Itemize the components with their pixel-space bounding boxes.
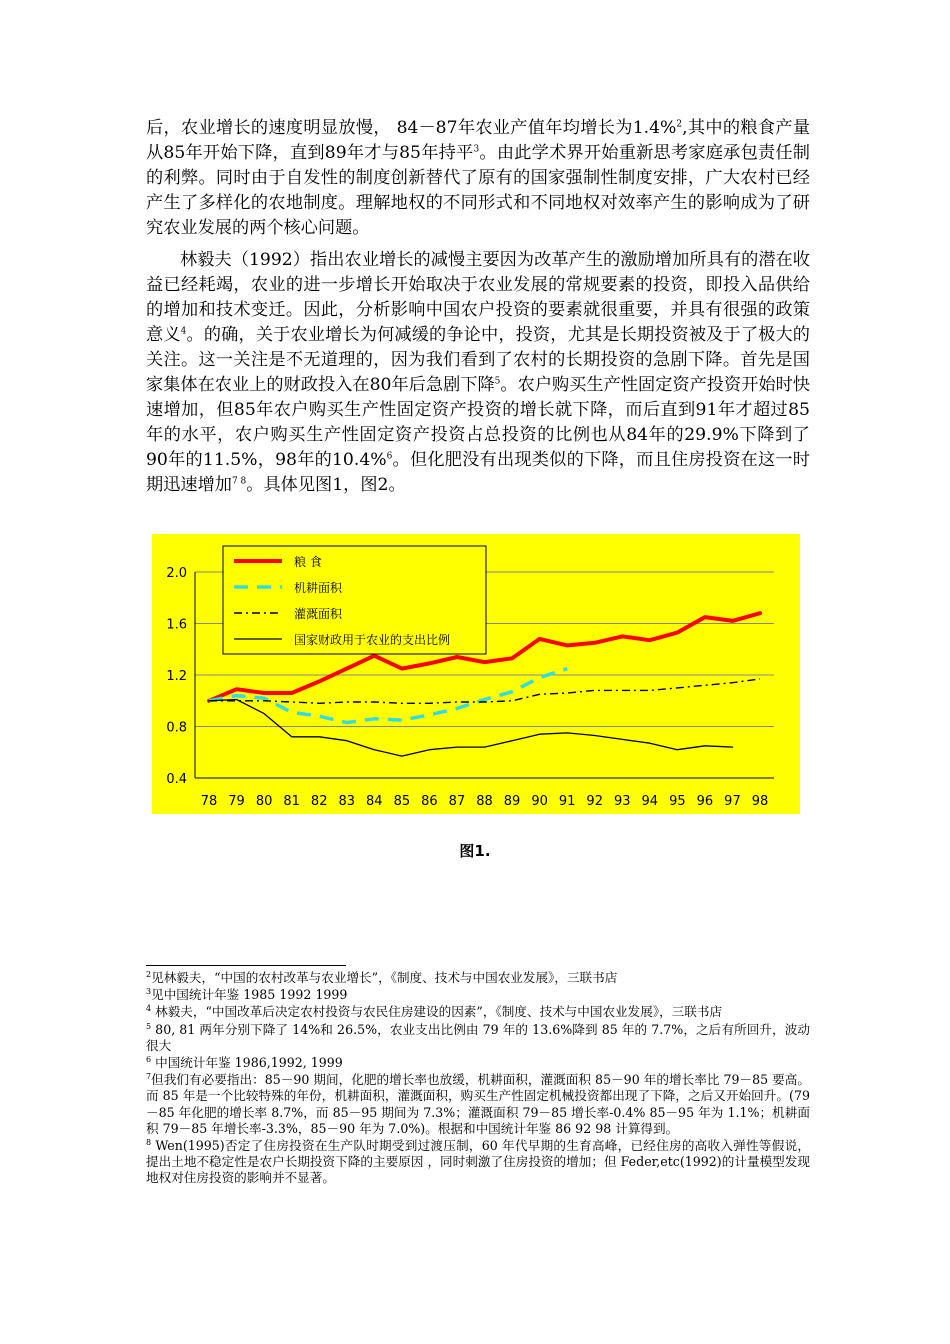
footnote-number: 5: [146, 1021, 152, 1031]
footnote-8: [146, 1138, 810, 1187]
x-tick-label: 84: [366, 794, 383, 809]
footnote-text: 林毅夫，“中国改革后决定农村投资与农民住房建设的因素”，《制度、技术与中国农业发展》，三联书店: [151, 1004, 723, 1020]
x-tick-label: 92: [586, 794, 603, 809]
footnote-text: Wen(1995)否定了住房投资在生产队时期受到过渡压制，60 年代早期的生育高峰，已经住房的高收入弹性等假说，提出土地不稳定性是农户长期投资下降的主要原因 ，同时刺激了住房投资的增加；但 Feder,etc(1992)的计量模型发现地权对住房投资的影响并不显著。: [146, 1138, 810, 1186]
footnotes: [146, 970, 810, 1188]
footnote-3: [146, 987, 810, 1003]
footnote-2: [146, 970, 810, 986]
x-tick-label: 89: [503, 794, 521, 809]
footnote-number: 8: [146, 1137, 152, 1147]
x-tick-label: 97: [724, 794, 741, 809]
legend-label-1: 粮 食: [294, 555, 322, 569]
legend-label-4: 国家财政用于农业的支出比例: [294, 633, 451, 647]
footnote-text: 中国统计年鉴 1986,1992, 1999: [151, 1055, 343, 1071]
footnote-divider: [146, 965, 346, 966]
x-tick-label: 85: [393, 794, 411, 809]
footnote-number: 7: [146, 1072, 152, 1082]
y-tick-label: 0.8: [166, 720, 187, 736]
footnote-ref-2[interactable]: 2: [676, 119, 683, 130]
footnote-ref-7-8[interactable]: 7 8: [231, 476, 247, 487]
x-tick-label: 98: [751, 794, 769, 809]
footnote-5: [146, 1022, 810, 1054]
footnote-text: 80, 81 两年分别下降了 14%和 26.5%，农业支出比例由 79 年的 13.6%降到 85 年的 7.7%，之后有所回升，波动很大: [146, 1021, 810, 1053]
footnote-number: 4: [146, 1004, 152, 1014]
footnote-number: 2: [146, 969, 152, 979]
footnote-ref-3[interactable]: 3: [473, 144, 480, 155]
footnote-4: [146, 1004, 810, 1020]
x-tick-label: 86: [421, 794, 438, 809]
x-tick-label: 91: [558, 794, 576, 809]
legend: [223, 546, 486, 654]
x-tick-label: 93: [613, 794, 631, 809]
footnote-text: 但我们有必要指出：85－90 期间，化肥的增长率也放缓，机耕面积，灌溉面积 85－90 年的增长率比 79－85 要高。而 85 年是一个比较特殊的年份，机耕面积，灌溉面积，购买生产性固定机械投资都出现了下降，之后又开始回升。(79－85 年化肥的增长率 8.7%，而 85－95 期间为 7.3%；灌溉面积 79－85 增长率-0.4% 85－95 年为 1.1%；机耕面积 79－85 年增长率-3.3%，85－90 年为 7.0%)。根据和中国统计年鉴 86 92 98 计算得到。: [146, 1072, 810, 1136]
x-tick-label: 96: [696, 794, 714, 809]
figure-1-chart: [152, 534, 800, 814]
footnote-ref-6[interactable]: 6: [386, 451, 393, 462]
footnote-6: [146, 1055, 810, 1071]
y-tick-label: 1.2: [166, 669, 187, 684]
x-tick-label: 87: [448, 794, 466, 809]
x-tick-label: 88: [476, 794, 493, 809]
legend-label-3: 灌溉面积: [294, 607, 343, 621]
line-chart: [152, 534, 800, 814]
x-tick-label: 80: [255, 794, 273, 809]
paragraph-2: 林毅夫（1992）指出农业增长的减慢主要因为改革产生的激励增加所具有的潜在收益已经耗竭，农业的进一步增长开始取决于农业发展的常规要素的投资，即投入品供给的增加和技术变迁。因此，分析影响中国农户投资的要素就很重要，并具有很强的政策意义$^4$。的确，关于农业增长为何减缓的争论中，投资，尤其是长期投资被及于了极大的关注。这一关注是不无道理的，因为我们看到了农村的长期投资的急剧下降。首先是国家集体在农业上的财政投入在80年后急剧下降$^5$。农户购买生产性固定资产投资开始时快速增加，但85年农户购买生产性固定资产投资的增长就下降，而后直到91年才超过85年的水平，农户购买生产性固定资产投资占总投资的比例也从84年的29.9%下降到了90年的11.5%，98年的10.4%$^6$。但化肥没有出现类似的下降，而且住房投资在这一时期迅速增加$^{7 8}$。具体见图1，图2。: [146, 250, 810, 495]
y-tick-label: 1.6: [166, 617, 187, 633]
footnote-number: 3: [146, 987, 152, 997]
x-tick-label: 90: [531, 794, 548, 809]
y-tick-label: 2.0: [166, 566, 187, 581]
x-tick-label: 79: [228, 794, 245, 809]
legend-label-2: 机耕面积: [294, 581, 343, 595]
footnote-7: [146, 1072, 810, 1137]
x-tick-label: 83: [338, 794, 356, 809]
figure-caption: 图1.: [459, 842, 491, 860]
footnote-ref-5[interactable]: 5: [494, 376, 501, 387]
x-tick-label: 78: [200, 794, 218, 809]
x-tick-label: 81: [283, 794, 300, 809]
footnote-text: 见中国统计年鉴 1985 1992 1999: [151, 987, 348, 1003]
y-tick-label: 0.4: [166, 772, 187, 787]
x-tick-label: 94: [641, 794, 659, 809]
x-tick-label: 95: [669, 794, 686, 809]
x-tick-label: 82: [310, 794, 328, 809]
paragraph-1: 后，农业增长的速度明显放慢， 84－87年农业产值年均增长为1.4%$^2$,其中的粮食产量从85年开始下降，直到89年才与85年持平$^3$。由此学术界开始重新思考家庭承包责任制的利弊。同时由于自发性的制度创新替代了原有的国家强制性制度安排，广大农村已经产生了多样化的农地制度。理解地权的不同形式和不同地权对效率产生的影响成为了研究农业发展的两个核心问题。: [146, 118, 811, 238]
footnote-ref-4[interactable]: 4: [180, 326, 187, 337]
footnote-number: 6: [146, 1054, 152, 1064]
footnote-text: 见林毅夫，“中国的农村改革与农业增长”，《制度、技术与中国农业发展》，三联书店: [151, 970, 618, 985]
